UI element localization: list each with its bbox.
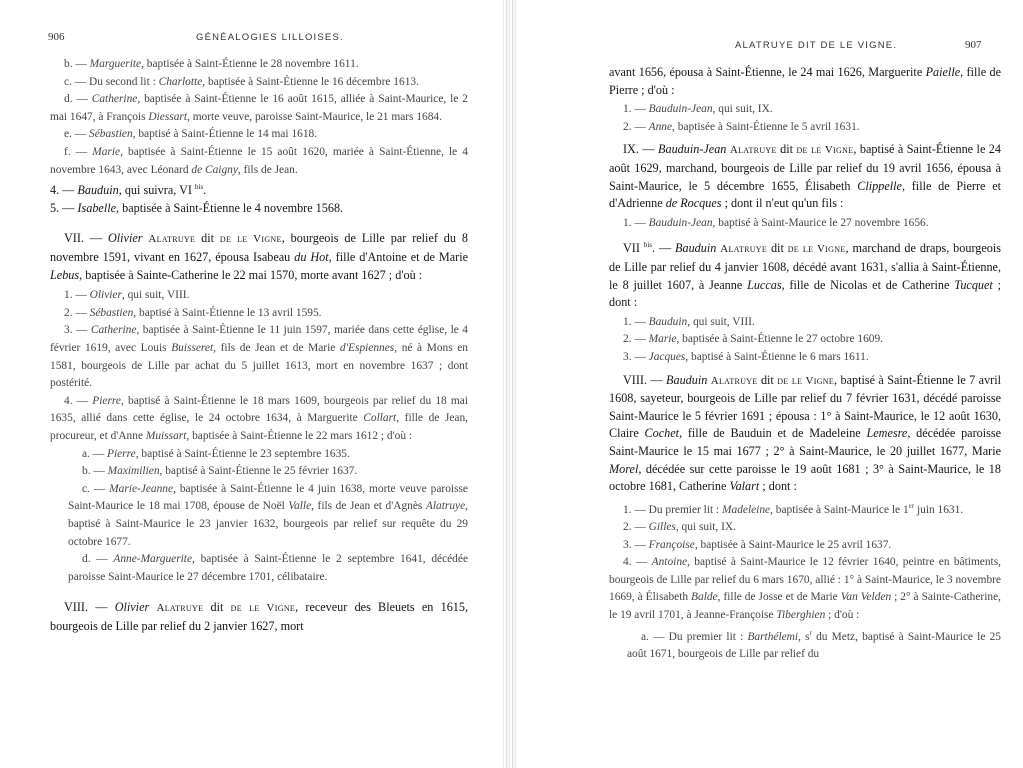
running-head: GÉNÉALOGIES LILLOISES. [196, 32, 344, 43]
page-number: 907 [965, 39, 982, 51]
page-number: 906 [48, 31, 65, 43]
page-body: b. — Marguerite, baptisée à Saint-Étienne le 28 novembre 1611. c. — Du second lit : Charlotte, baptisée à Saint-Étienne le 16 décembre 1613. d. — Catherine, baptisée à Saint-Étienne le 16 août 1615, alliée à Saint-Maurice, le 2 mai 1647, à François Diessart, morte veuve, paroisse Saint-Maurice, le 21 mars 1684. e. — Sébastien, baptisé à Saint-Étienne le 14 mai 1618. f. — Marie, baptisée à Saint-Étienne le 15 août 1620, mariée à Saint-Étienne, le 4 novembre 1643, avec Léonard de Caigny, fils de Jean. 4. — Bauduin, qui suivra, VI $^{bis}$. 5. — Isabelle, baptisée à Saint-Étienne le 4 novembre 1568. VII. — Olivier Alatruye dit de le Vigne, bourgeois de Lille par relief du 8 novembre 1591, vivant en 1627, épousa Isabeau du Hot, fille d'Antoine et de Marie Lebus, baptisée à Sainte-Catherine le 22 mai 1570, morte avant 1627 ; d'où : 1. — Olivier, qui suit, VIII. 2. — Sébastien, baptisé à Saint-Étienne le 13 avril 1595. 3. — Catherine, baptisée à Saint-Étienne le 11 juin 1597, mariée dans cette église, le 4 février 1619, avec Louis Buisseret, fils de Jean et de Marie d'Espiennes, né à Mons en 1581, bourgeois de Lille par achat du 5 juillet 1613, mort en novembre 1637 ; dont postérité. 4. — Pierre, baptisé à Saint-Étienne le 18 mars 1609, bourgeois par relief du 18 mai 1635, allié dans cette église, le 24 octobre 1634, à Marguerite Collart, fille de Jean, procureur, et d'Anne Muissart, baptisée à Saint-Étienne le 22 mars 1612 ; d'où : a. — Pierre, baptisé à Saint-Étienne le 23 septembre 1635. b. — Maximilien, baptisé à Saint-Étienne le 25 février 1637. c. — Marie-Jeanne, baptisée à Saint-Étienne le 4 juin 1638, morte veuve paroisse Saint-Maurice le 18 mai 1708, épouse de Noël Valle, fils de Jean et d'Agnès Alatruye, baptisé à Saint-Maurice le 23 janvier 1632, bourgeois par relief sur requête du 29 octobre 1677. d. — Anne-Marguerite, baptisée à Saint-Étienne le 2 septembre 1641, décédée paroisse Saint-Maurice le 27 décembre 1701, célibataire. VIII. — Olivier Alatruye dit de le Vigne, receveur des Bleuets en 1615, bourgeois de Lille par relief du 2 janvier 1627, mort [50, 58, 469, 633]
page-body: avant 1656, épousa à Saint-Étienne, le 24 mai 1626, Marguerite Paielle, fille de Pierre ; d'où : 1. — Bauduin-Jean, qui suit, IX. 2. — Anne, baptisée à Saint-Étienne le 5 avril 1631. IX. — Bauduin-Jean Alatruye dit de le Vigne, baptisé à Saint-Étienne le 24 août 1629, marchand, bourgeois de Lille par relief du 19 avril 1656, épousa à Saint-Maurice, le 5 décembre 1655, Élisabeth Clippelle, fille de Pierre et d'Adrienne de Rocques ; dont il n'eut qu'un fils : 1. — Bauduin-Jean, baptisé à Saint-Maurice le 27 novembre 1656. VII $^{bis}$. — Bauduin Alatruye dit de le Vigne, marchand de draps, bourgeois de Lille par relief du 4 janvier 1608, décédé avant 1631, s'allia à Saint-Étienne, le 8 juillet 1607, à Jeanne Luccas, fille de Nicolas et de Catherine Tucquet ; dont : 1. — Bauduin, qui suit, VIII. 2. — Marie, baptisée à Saint-Étienne le 27 octobre 1609. 3. — Jacques, baptisé à Saint-Étienne le 6 mars 1611. VIII. — Bauduin Alatruye dit de le Vigne, baptisé à Saint-Étienne le 7 avril 1608, sayeteur, bourgeois de Lille par relief du 7 février 1631, décédé paroisse Saint-Maurice le 5 février 1691 ; épousa : 1° à Saint-Maurice, le 12 août 1630, Claire Cochet, fille de Bauduin et de Madeleine Lemesre, décédée paroisse Saint-Maurice le 15 mai 1677 ; 2° à Saint-Maurice, le 20 juillet 1677, Marie Morel, décédée sur cette paroisse le 19 août 1681 ; 3° à Saint-Maurice, le 18 octobre 1681, Catherine Valart ; dont : 1. — Du premier lit : Madeleine, baptisée à Saint-Maurice le 1er juin 1631. 2. — Gilles, qui suit, IX. 3. — Françoise, baptisée à Saint-Maurice le 25 avril 1637. 4. — Antoine, baptisé à Saint-Maurice le 12 février 1640, peintre en bâtiments, bourgeois de Lille par relief du 6 mars 1670, allié : 1° à Saint-Maurice, le 3 novembre 1669, à Élisabeth Balde, fille de Josse et de Marie Van Velden ; 2° à Sainte-Catherine, le 19 avril 1701, à Jeanne-Françoise Tiberghien ; d'où : a. — Du premier lit : Barthélemi, $s^r$ du Metz, baptisé à Saint-Maurice le 25 août 1671, bourgeois de Lille par relief du [609, 65, 1002, 661]
right-page [507, 0, 1023, 768]
running-head: ALATRUYE DIT DE LE VIGNE. [735, 40, 898, 51]
left-page [0, 0, 505, 768]
